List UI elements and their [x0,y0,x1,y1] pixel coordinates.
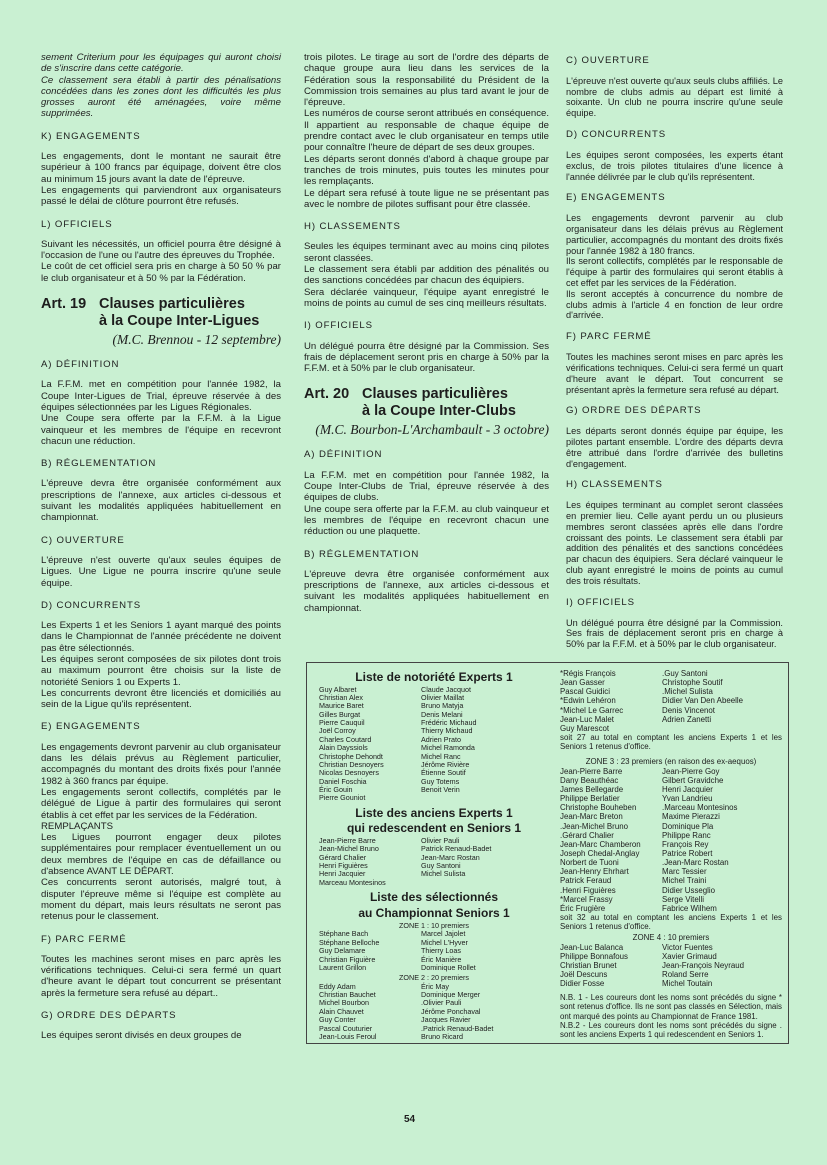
name-entry: Jean-Pierre Barre [560,766,623,776]
name-entry: Michel Toutain [662,979,713,989]
name-row [560,687,782,696]
paragraph: Une Coupe sera offerte par la F.F.M. à la Ligue vainqueur et les membres de l'équipe en recevront chacun une réduction. [41,413,281,447]
paragraph: Toutes les machines seront mises en parc après les vérifications techniques. Celui-ci sera fermé un quart d'heure avant le départ. Tout concurrent se présentant après la fermeture sera refusé au départ. [566,352,783,395]
paragraph: Les départs seront donnés équipe par équipe, les pilotes partant ensemble. L'ordre des départs devra être attribué dans l'ordre d'arrivée des bulletins d'engagement. [566,426,783,469]
paragraph: Sera déclarée vainqueur, l'équipe ayant enregistré le moins de points au cumul de ses cinq meilleurs résultats. [304,286,549,309]
name-entry: Adrien Zanetti [662,714,712,724]
name-entry: Éric Gouin [319,785,353,794]
paragraph: L'épreuve devra être organisée conformément aux prescriptions de l'annexe, aux articles ci-dessous et suivant les modalités appliquées habituellement en championnat. [304,568,549,614]
name-entry: .Jean-Marc Rostan [662,858,729,868]
name-list [319,983,549,1042]
paragraph: Les engagements, dont le montant ne saurait être supérieur à 100 francs par équipage, doivent être clos au minimum 15 jours avant la date de l'épreuve. [41,151,281,185]
name-entry: Stéphane Bach [319,929,369,939]
list-title: Liste des anciens Experts 1 [355,805,513,820]
name-entry: Dany Beauthéac [560,775,619,785]
paragraph: trois pilotes. Le tirage au sort de l'ordre des départs de chaque groupe aura lieu dans les services de la Fédération sous la responsabilité du Président de la Commission trois semaines au plus tard avant le jour de l'épreuve. [304,52,549,109]
name-entry: Éric May [421,981,449,991]
name-row [560,822,782,831]
paragraph: Le classement sera établi par addition des pénalités ou des sanctions concédées par chacun des équipiers. [304,264,549,287]
name-entry: .Guy Santoni [662,669,708,678]
name-entry: Joseph Chedal-Anglay [560,848,640,858]
article-title: Clauses particulières [99,296,245,313]
name-entry: Nicolas Desnoyers [319,768,379,778]
paragraph: REMPLAÇANTS [41,820,113,832]
paragraph: Les équipes seront divisés en deux groupes de [41,1030,242,1042]
name-entry: Denis Vincenot [662,705,715,715]
name-row [560,840,782,849]
zone-title: ZONE 2 : 20 premiers [399,973,469,983]
name-row [319,879,549,887]
name-list [560,943,782,989]
name-entry: Jean-Louis Feroul [319,1031,377,1041]
name-entry: Claude Jacquot [421,684,471,694]
paragraph: Une coupe sera offerte par la F.F.M. au club vainqueur et les membres de l'équipe en recevront chacun une réduction ou une plaquette. [304,503,549,538]
name-row [560,904,782,913]
name-entry: Michel L'Hyver [421,937,468,947]
paragraph: Les engagements qui parviendront aux organisateurs passé le délai de clôture pourront être refusés. [41,184,281,208]
name-row [560,794,782,803]
name-entry [421,879,549,887]
name-entry: Jean-Marc Chamberon [560,839,641,849]
section-heading: I) OFFICIELS [566,596,635,608]
name-row [560,867,782,876]
section-heading: H) CLASSEMENTS [566,479,663,491]
name-row [560,970,782,979]
column-3 [566,52,783,650]
paragraph: Ces concurrents seront autorisés, malgré tout, à disputer l'épreuve même si l'équipe est complète au moment du départ, mais leurs résultats ne seront pas retenus pour le classement. [41,877,281,923]
name-entry: Pascal Couturier [319,1023,373,1033]
name-entry: Laurent Grillon [319,962,367,972]
name-entry: Thierry Loas [421,946,461,956]
list-title: Liste des sélectionnés [369,890,499,904]
page-number: 54 [404,1114,416,1125]
name-entry [421,794,549,802]
name-row [560,803,782,812]
selection-lists-box [306,662,789,1044]
name-row [319,1033,549,1041]
section-heading: G) ORDRE DES DÉPARTS [41,1010,177,1021]
name-entry: .Henri Figuières [560,885,616,895]
name-entry: James Bellegarde [560,784,624,794]
paragraph: Un délégué pourra être désigné par la Commission. Ses frais de déplacement seront pris en charge à 50% par la F.F.M. et à 50% par le club organisateur. [304,340,549,375]
article-subtitle: (M.C. Brennou - 12 septembre) [112,332,281,348]
name-entry: Benoit Verin [421,785,460,794]
name-entry: Xavier Grimaud [662,951,717,961]
paragraph: La F.F.M. met en compétition pour l'année 1982, la Coupe Inter-Clubs de Trial, épreuve réservée à des équipes de clubs. [304,469,549,504]
name-entry: Jean-Luc Malet [560,714,614,724]
paragraph: Les équipes terminant au complet seront classées en premier lieu. Celle ayant perdu un ou plusieurs membres seront classées après elle dans l'ordre croissant des points. Le classement sera établi par addition des pénalités et des sanctions concédées par chacun des équipiers. Sera déclaré vainqueur le club ayant enregistré le moins de points au cumul des trois résultats. [566,500,783,586]
name-entry: Michel Sulista [421,869,466,879]
name-row [560,943,782,952]
name-row [560,785,782,794]
name-row [560,895,782,904]
name-entry: Dominique Merger [421,990,481,999]
column-1 [41,52,281,1042]
article-heading [304,386,549,420]
name-entry: Jean-Marc Breton [560,812,623,822]
name-entry: Alain Dayssiols [319,743,368,753]
name-entry: Jean-Michel Bruno [319,844,379,854]
box-right-column [560,669,782,1039]
list-title: au Championnat Seniors 1 [358,905,510,920]
name-row [560,952,782,961]
section-heading: B) RÉGLEMENTATION [304,548,420,560]
name-entry: .Jean-Michel Bruno [560,821,628,831]
name-entry: Eddy Adam [319,981,356,991]
name-entry: Christian Brunet [560,960,617,970]
footnote: N.B. 1 - Les coureurs dont les noms sont précédés du signe * sont retenus d'office. Ils ne sont pas classés en Sélection, mais ont marqué des points au Championnat de France 1981. [560,993,782,1021]
name-entry: .Michel Sulista [662,687,713,697]
name-entry: Christian Bauchet [319,990,376,999]
name-entry: Bruno Ricard [421,1031,463,1041]
name-list [560,767,782,914]
name-entry: Pascal Guidici [560,687,610,697]
name-entry: Didier Van Den Abeelle [662,696,744,706]
name-row [560,696,782,705]
section-heading: C) OUVERTURE [566,55,650,66]
name-entry: Henri Jacquier [662,784,713,794]
name-entry: Jean-François Neyraud [662,960,745,970]
name-list [560,669,782,733]
name-entry: Marcel Jajolet [421,929,466,939]
name-entry: Frédéric Michaud [421,718,477,727]
name-entry: Pierre Cauquil [319,718,365,727]
name-list [319,837,549,887]
name-row [560,831,782,840]
name-entry: Daniel Foschia [319,776,367,786]
paragraph: Les numéros de course seront attribués en conséquence. Il appartient au responsable de chaque équipe de prendre contact avec le club organisateur en temps utile pour connaître l'heure de départ de ses deux groupes. [304,108,549,154]
article-subtitle: (M.C. Bourbon-L'Archambault - 3 octobre) [315,422,549,438]
name-row [560,776,782,785]
name-entry: Jérôme Ponchaval [421,1006,481,1016]
name-entry: Jean-Pierre Goy [662,766,720,776]
paragraph: Le coût de cet officiel sera pris en charge à 50 50 % par le club organisateur et à 50 % par la Fédération. [41,261,281,284]
name-entry: *Edwin Lehéron [560,696,616,706]
name-entry: Jean Gasser [560,678,605,688]
name-entry: Jean-Luc Balanca [560,942,624,952]
name-entry: Serge Vitelli [662,894,704,904]
name-entry: Maxime Pierazzi [662,812,720,822]
paragraph: Les Experts 1 et les Seniors 1 ayant marqué des points dans le Championnat de l'année précédente ne doivent pas être sélectionnés. [41,620,281,654]
section-heading: L) OFFICIELS [41,218,113,230]
name-row [560,678,782,687]
section-heading: D) CONCURRENTS [566,129,667,141]
name-entry: Henri Figuières [319,860,368,870]
section-heading: G) ORDRE DES DÉPARTS [566,405,702,417]
list-title: Liste de notoriété Experts 1 [355,670,513,684]
name-list [319,930,549,972]
list-title: qui redescendent en Seniors 1 [346,821,522,836]
name-entry [662,724,782,733]
note: soit 27 au total en comptant les anciens Experts 1 et les Seniors 1 retenus d'office. [560,733,782,752]
name-entry: Guy Totems [421,776,460,786]
name-entry: Gilbert Gravidche [662,775,724,785]
name-entry: .Marceau Montesinos [662,803,738,813]
name-entry: Guy Delamare [319,946,366,956]
name-row [560,724,782,733]
section-heading: A) DÉFINITION [304,449,383,461]
name-entry: Christian Desnoyers [319,759,384,769]
note: soit 32 au total en comptant les anciens Experts 1 et les Seniors 1 retenus d'office. [560,913,782,932]
name-row [319,794,549,802]
name-entry: Jean-Henry Ehrhart [560,867,629,877]
article-title: Clauses particulières [362,386,508,403]
name-entry: Didier Fosse [560,979,605,989]
name-list [319,686,549,803]
section-heading: C) OUVERTURE [41,534,125,546]
paragraph: Les engagements devront parvenir au club organisateur dans les délais prévus au Règlement particulier, accompagnés du montant des droits fixés pour l'année 1982 à 180 francs. [566,213,783,256]
paragraph: La F.F.M. met en compétition pour l'année 1982, la Coupe Inter-Ligues de Trial, épreuve réservée à des équipes sélectionnées par les Ligues Régionales. [41,379,281,413]
section-heading: F) PARC FERMÉ [566,331,652,343]
name-entry: Michel Bourbon [319,998,369,1008]
intro-paragraph: sement Criterium pour les équipages qui auront choisi de s'inscrire dans cette catégorie. [41,52,281,75]
name-entry: Guy Marescot [560,723,610,733]
name-entry: Denis Melani [421,709,463,719]
name-entry: Marc Tessier [662,867,707,877]
paragraph: Suivant les nécessités, un officiel pourra être désigné à l'occasion de l'une ou l'autre des épreuves du Trophée. [41,238,281,262]
paragraph: Les concurrents devront être licenciés et domiciliés au sein de la Ligue qu'ils représentent. [41,687,281,711]
name-entry: François Rey [662,839,709,849]
paragraph: Les engagements seront collectifs, complétés par le délégué de Ligue à partir des formulaires qui seront établis à cet effet par les services de la Fédération. [41,786,281,821]
name-entry: Guy Santoni [421,860,461,870]
name-entry: Marceau Montesinos [319,877,386,887]
zone-title: ZONE 1 : 10 premiers [399,921,469,930]
name-entry: Michel Ranc [421,751,461,761]
name-entry: Henri Jacquier [319,869,366,879]
paragraph: Seules les équipes terminant avec au moins cinq pilotes seront classées. [304,241,549,264]
name-entry: Joël Corroy [319,726,356,736]
name-entry: Éric Manière [421,954,462,964]
name-row [560,876,782,885]
name-entry: Charles Coutard [319,734,372,744]
section-heading: H) CLASSEMENTS [304,221,401,233]
paragraph: L'épreuve devra être organisée conformément aux prescriptions de l'annexe, aux articles ci-dessous et suivant les modalités appliquées habituellement en championnat. [41,478,281,524]
name-entry: *Marcel Frassy [560,894,613,904]
name-row [319,964,549,972]
paragraph: Les engagements devront parvenir au club organisateur dans les délais prévus au Règlement particulier, accompagnés du montant des droits fixés pour l'année 1982 à 360 francs par équipe. [41,741,281,787]
name-entry: Dominique Pla [662,821,714,831]
name-row [560,706,782,715]
name-entry: Thierry Michaud [421,726,473,736]
paragraph: Les équipes seront composées, les experts étant exclus, de trois pilotes titulaires d'une licence à l'année délivrée par le club qu'ils représentent. [566,149,783,182]
paragraph: Les Ligues pourront engager deux pilotes supplémentaires pour remplacer éventuellement un ou deux membres de l'équipe en cas de défaillance ou d'absence AVANT LE DÉPART. [41,832,281,878]
section-heading: K) ENGAGEMENTS [41,130,141,142]
name-entry: Olivier Pauli [421,835,460,845]
section-heading: F) PARC FERMÉ [41,933,127,945]
section-heading: I) OFFICIELS [304,320,373,332]
section-heading: E) ENGAGEMENTS [566,192,666,204]
name-entry: Stéphane Belloche [319,937,380,947]
paragraph: Le départ sera refusé à toute ligue ne se présentant pas avec le nombre de pilotes suffisant pour être classée. [304,187,549,210]
name-entry: Guy Albaret [319,684,357,694]
name-entry: Didier Usseglio [662,885,716,895]
section-heading: B) RÉGLEMENTATION [41,458,157,470]
name-entry: Dominique Rollet [421,962,476,972]
section-heading: D) CONCURRENTS [41,599,142,611]
name-entry: Christophe Bouheben [560,803,637,813]
box-left-column [319,669,549,1041]
article-title: à la Coupe Inter-Ligues [99,313,260,330]
name-entry: Jean-Pierre Barre [319,835,376,845]
name-entry: Christian Figuière [319,954,376,964]
name-row [560,979,782,988]
column-2 [304,52,549,614]
name-entry: Alain Chauvet [319,1006,364,1016]
name-entry: Étienne Soutif [421,768,466,778]
section-heading: E) ENGAGEMENTS [41,721,141,733]
name-entry: *Régis François [560,669,616,678]
zone-title: ZONE 4 : 10 premiers [632,933,710,943]
name-entry: Bruno Matyja [421,701,464,711]
article-number: Art. 19 [41,296,87,313]
name-entry: .Patrick Renaud-Badet [421,1023,494,1033]
paragraph: L'épreuve n'est ouverte qu'aux seules équipes de Ligues. Une Ligue ne pourra inscrire qu'une seule équipe. [41,554,281,589]
name-entry: Maurice Baret [319,701,364,711]
name-entry: Joël Descuns [560,970,608,979]
name-row [560,812,782,821]
name-entry: Philippe Ranc [662,830,711,840]
name-entry: Michel Ramonda [421,743,475,753]
article-number: Art. 20 [304,386,350,403]
name-entry: Guy Conter [319,1015,356,1025]
paragraph: Les départs seront donnés d'abord à chaque groupe par tranches de trois minutes, puis toutes les minutes pour les remplaçants. [304,153,549,188]
name-entry: Philippe Bonnafous [560,951,628,961]
name-entry: Philippe Berlatier [560,794,620,804]
article-heading [41,296,281,330]
name-entry: Patrick Feraud [560,876,612,886]
name-row [560,767,782,776]
name-entry: Gérard Chalier [319,852,367,862]
name-row [560,858,782,867]
intro-paragraph: Ce classement sera établi à partir des pénalisations concédées dans les zones dont les difficultés les plus grosses auront été aménagées, voire même supprimées. [41,74,281,120]
name-row [560,961,782,970]
name-row [560,886,782,895]
name-entry: Yvan Landrieu [662,794,713,804]
name-entry: .Olivier Pauli [421,998,462,1008]
paragraph: Ils seront acceptés à concurrence du nombre de clubs admis à l'article 4 en fonction de leur ordre d'arrivée. [566,288,783,321]
name-entry: .Gérard Chalier [560,830,614,840]
paragraph: Ils seront collectifs, complétés par le responsable de l'équipe à partir des formulaires qui seront établis à cet effet par les services de la Fédération. [566,256,783,288]
name-entry: Olivier Maillat [421,692,465,702]
name-entry: Jean-Marc Rostan [421,852,480,862]
name-entry: Pierre Gouniot [319,793,366,803]
name-entry: Victor Fuentes [662,942,713,952]
name-entry: Roland Serre [662,970,709,979]
name-row [560,669,782,678]
paragraph: Les équipes seront composées de six pilotes dont trois au maximum pourront être choisis sur la liste de notoriété Seniors 1 ou Experts 1. [41,653,281,688]
name-entry: Christophe Soutif [662,678,723,688]
name-entry: Michel Traini [662,876,707,886]
name-row [560,849,782,858]
paragraph: Un délégué pourra être désigné par la Commission. Ses frais de déplacement seront pris en charge à 50% par la F.F.M. et à 50% par le club organisateur. [566,617,783,650]
name-entry: Éric Frugière [560,903,606,913]
paragraph: Toutes les machines seront mises en parc après les vérifications techniques. Celui-ci sera fermé un quart d'heure avant le départ tout concurrent se présentant après la fermeture sera refusé au départ.. [41,953,281,999]
name-entry: Patrick Renaud-Badet [421,844,492,854]
name-row [560,715,782,724]
paragraph: L'épreuve n'est ouverte qu'aux seuls clubs affiliés. Le nombre de clubs admis au départ est limité à soixante. Un club ne pourra inscrire qu'une seule équipe. [566,75,783,119]
name-entry: Gilles Burgat [319,709,361,719]
name-entry: Jacques Ravier [421,1015,471,1025]
article-title: à la Coupe Inter-Clubs [362,403,516,420]
name-entry: Norbert de Tuoni [560,858,619,868]
name-entry: Jérôme Rivière [421,759,470,769]
name-entry: Christophe Dehondt [319,751,383,761]
name-entry: Christian Alex [319,692,363,702]
name-entry: *Michel Le Garrec [560,705,624,715]
zone-title: ZONE 3 : 23 premiers (en raison des ex-aequos) [585,757,757,767]
section-heading: A) DÉFINITION [41,359,120,371]
name-entry: Patrice Robert [662,848,713,858]
footnote: N.B.2 - Les coureurs dont les noms sont précédés du signe . sont les anciens Experts 1 qui redescendent en Seniors 1. [560,1020,782,1039]
name-entry: Adrien Prato [421,734,461,744]
name-entry: Fabrice Wilhem [662,903,717,913]
